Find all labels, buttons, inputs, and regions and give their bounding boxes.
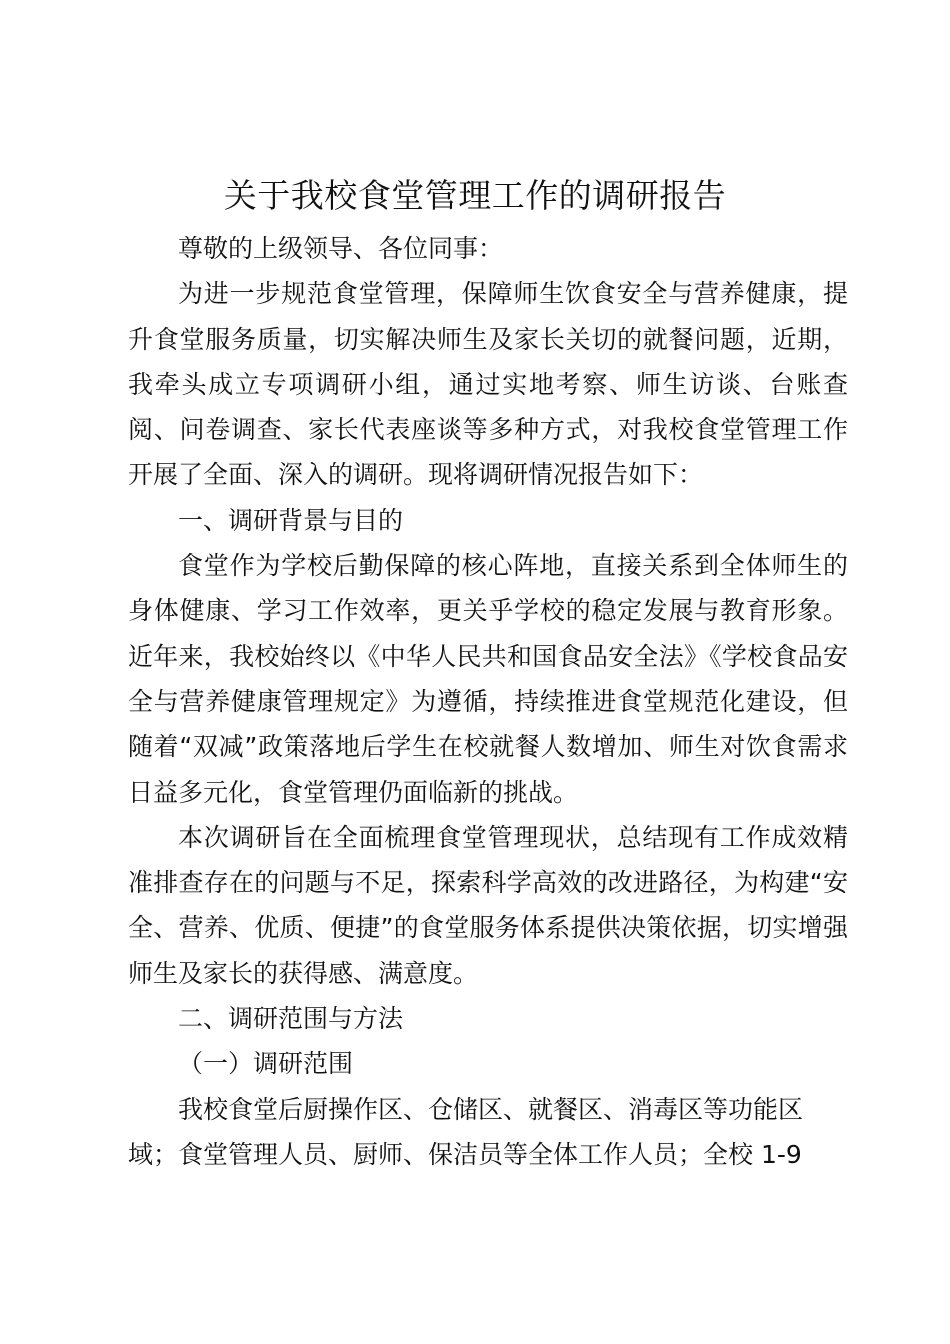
section-heading-background: 一、调研背景与目的 — [178, 505, 404, 535]
background-paragraph-2: 本次调研旨在全面梳理食堂管理现状，总结现有工作成效精准排查存在的问题与不足，探索科学高效的改进路径，为构建“安全、营养、优质、便捷”的食堂服务体系提供决策依据，切实增强师生及家长的获得感、满意度。 — [128, 822, 848, 988]
salutation: 尊敬的上级领导、各位同事： — [178, 234, 504, 263]
background-paragraph-1: 食堂作为学校后勤保障的核心阵地，直接关系到全体师生的身体健康、学习工作效率，更关乎学校的稳定发展与教育形象。近年来，我校始终以《中华人民共和国食品安全法》《学校食品安全与营养健康管理规定》为遵循，持续推进食堂规范化建设，但随着“双减”政策落地后学生在校就餐人数增加、师生对饮食需求日益多元化，食堂管理仍面临新的挑战。 — [128, 551, 848, 807]
scope-paragraph: 我校食堂后厨操作区、仓储区、就餐区、消毒区等功能区域；食堂管理人员、厨师、保洁员等全体工作人员；全校 1-9 — [128, 1094, 804, 1169]
document-body — [128, 226, 848, 1177]
intro-paragraph: 为进一步规范食堂管理，保障师生饮食安全与营养健康，提升食堂服务质量，切实解决师生及家长关切的就餐问题，近期，我牵头成立专项调研小组，通过实地考察、师生访谈、台账查阅、问卷调查、家长代表座谈等多种方式，对我校食堂管理工作开展了全面、深入的调研。现将调研情况报告如下： — [128, 279, 848, 490]
section-heading-scope-methods: 二、调研范围与方法 — [178, 1004, 404, 1034]
subsection-heading-scope: （一）调研范围 — [178, 1049, 354, 1079]
document-title: 关于我校食堂管理工作的调研报告 — [223, 176, 727, 215]
